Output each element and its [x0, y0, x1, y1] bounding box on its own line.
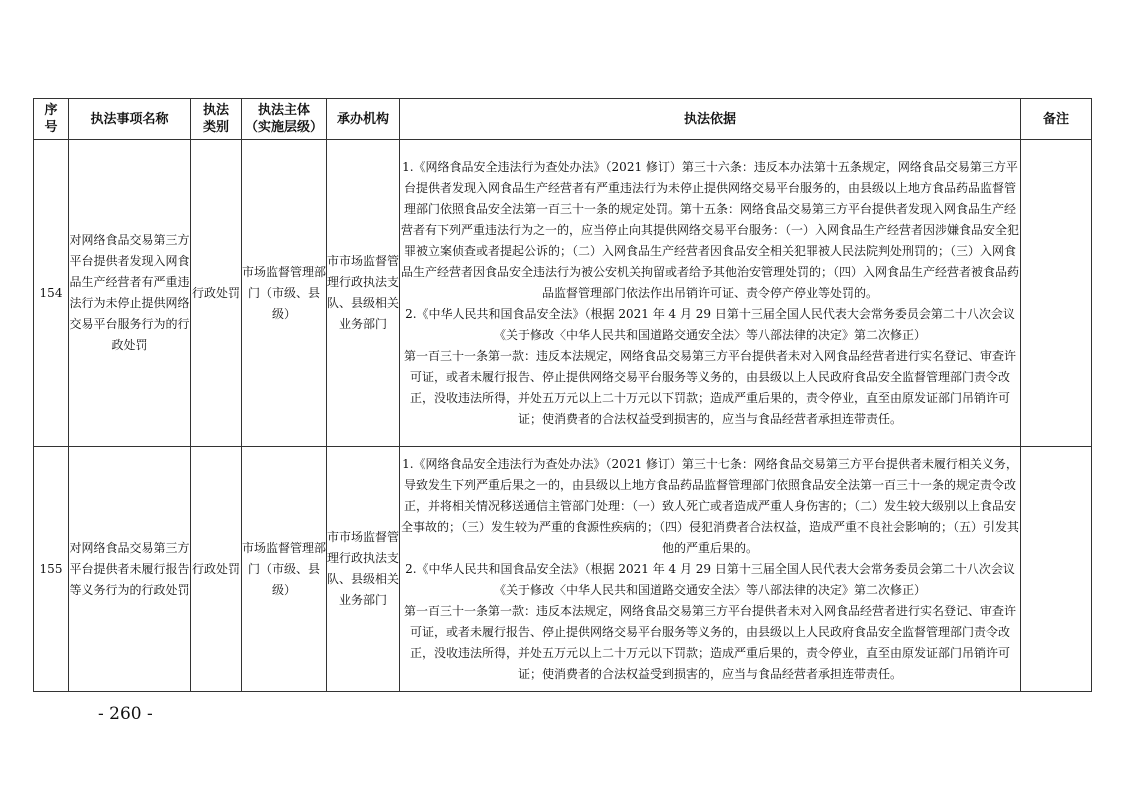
- enforcement-category: 行政处罚: [191, 447, 242, 692]
- header-org: 承办机构: [327, 99, 400, 140]
- row-number: 155: [34, 447, 69, 692]
- enforcement-subject: 市场监督管理部门（市级、县级）: [242, 447, 327, 692]
- enforcement-item-name: 对网络食品交易第三方平台提供者发现入网食品生产经营者有严重违法行为未停止提供网络交易平台服务行为的行政处罚: [69, 140, 191, 447]
- page-number: - 260 -: [98, 704, 153, 724]
- basis-paragraph: 2.《中华人民共和国食品安全法》（根据 2021 年 4 月 29 日第十三届全国人民代表大会常务委员会第二十八次会议《关于修改〈中华人民共和国道路交通安全法〉等八部法律的决定》第二次修正）: [405, 561, 1015, 597]
- basis-paragraph: 1.《网络食品安全违法行为查处办法》（2021 修订）第三十七条：网络食品交易第三方平台提供者未履行相关义务，导致发生下列严重后果之一的，由县级以上地方食品药品监督管理部门依照食品安全法第一百三十一条的规定责令改正，并将相关情况移送通信主管部门处理：（一）致人死亡或者造成严重人身伤害的；（二）发生较大级别以上食品安全事故的；（三）发生较为严重的食源性疾病的；（四）侵犯消费者合法权益，造成严重不良社会影响的；（五）引发其他的严重后果的。: [400, 456, 1019, 555]
- header-subject: 执法主体 （实施层级）: [242, 99, 327, 140]
- table-row: [34, 447, 1092, 692]
- handling-organization: 市市场监督管理行政执法支队、县级相关业务部门: [327, 447, 400, 692]
- enforcement-basis: [400, 140, 1021, 447]
- remark-cell: [1021, 140, 1092, 447]
- enforcement-item-name: 对网络食品交易第三方平台提供者未履行报告等义务行为的行政处罚: [69, 447, 191, 692]
- enforcement-category: 行政处罚: [191, 140, 242, 447]
- header-remark: 备注: [1021, 99, 1092, 140]
- basis-paragraph: 第一百三十一条第一款：违反本法规定，网络食品交易第三方平台提供者未对入网食品经营者进行实名登记、审查许可证，或者未履行报告、停止提供网络交易平台服务等义务的，由县级以上人民政府食品安全监督管理部门责令改正，没收违法所得，并处五万元以上二十万元以下罚款；造成严重后果的，责令停业，直至由原发证部门吊销许可证；使消费者的合法权益受到损害的，应当与食品经营者承担连带责任。: [403, 603, 1016, 681]
- header-row: [34, 99, 1092, 140]
- basis-paragraph: 2.《中华人民共和国食品安全法》（根据 2021 年 4 月 29 日第十三届全国人民代表大会常务委员会第二十八次会议《关于修改〈中华人民共和国道路交通安全法〉等八部法律的决定》第二次修正）: [405, 306, 1015, 342]
- header-category: 执法 类别: [191, 99, 242, 140]
- row-number: 154: [34, 140, 69, 447]
- basis-paragraph: 第一百三十一条第一款：违反本法规定，网络食品交易第三方平台提供者未对入网食品经营者进行实名登记、审查许可证，或者未履行报告、停止提供网络交易平台服务等义务的，由县级以上人民政府食品安全监督管理部门责令改正，没收违法所得，并处五万元以上二十万元以下罚款；造成严重后果的，责令停业，直至由原发证部门吊销许可证；使消费者的合法权益受到损害的，应当与食品经营者承担连带责任。: [403, 348, 1016, 426]
- enforcement-subject: 市场监督管理部门（市级、县级）: [242, 140, 327, 447]
- table-row: [34, 140, 1092, 447]
- enforcement-basis: [400, 447, 1021, 692]
- handling-organization: 市市场监督管理行政执法支队、县级相关业务部门: [327, 140, 400, 447]
- enforcement-table: [33, 98, 1092, 692]
- header-item: 执法事项名称: [69, 99, 191, 140]
- header-num: 序 号: [34, 99, 69, 140]
- header-basis: 执法依据: [400, 99, 1021, 140]
- remark-cell: [1021, 447, 1092, 692]
- basis-paragraph: 1.《网络食品安全违法行为查处办法》（2021 修订）第三十六条：违反本办法第十五条规定，网络食品交易第三方平台提供者发现入网食品生产经营者有严重违法行为未停止提供网络交易平台服务的，由县级以上地方食品药品监督管理部门依照食品安全法第一百三十一条的规定处罚。第十五条：网络食品交易第三方平台提供者发现入网食品生产经营者有下列严重违法行为之一的，应当停止向其提供网络交易平台服务：（一）入网食品生产经营者因涉嫌食品安全犯罪被立案侦查或者提起公诉的；（二）入网食品生产经营者因食品安全相关犯罪被人民法院判处刑罚的；（三）入网食品生产经营者因食品安全违法行为被公安机关拘留或者给予其他治安管理处罚的；（四）入网食品生产经营者被食品药品监督管理部门依法作出吊销许可证、责令停产停业等处罚的。: [400, 159, 1019, 300]
